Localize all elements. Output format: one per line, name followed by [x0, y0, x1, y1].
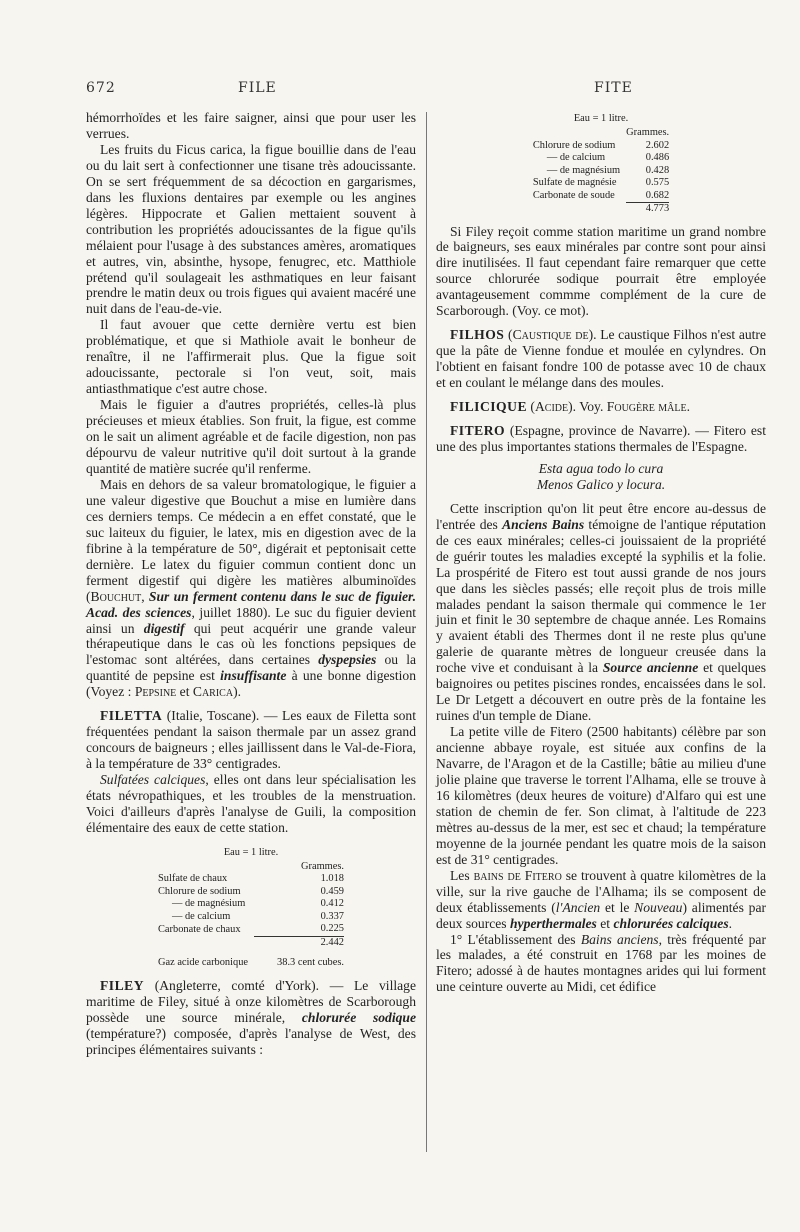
table-cell-name: — de calcium [546, 152, 606, 163]
text: Cette inscription qu'on lit peut être encore au-dessus de l'entrée des [436, 500, 766, 532]
text: (Angleterre, comté d'York). — Le village maritime de Filey, situé à onze kilomètres de Scarborough possède une source minérale, [86, 977, 416, 1025]
subtitle: Acide [534, 399, 569, 415]
left-column [86, 110, 416, 1058]
table-caption: Eau = 1 litre. [223, 846, 279, 858]
table-cell-name: Sulfate de magnésie [532, 177, 617, 188]
text: et quelques baignoires ou petites piscines rondes, encaissées dans le sol. Le Dr Letgett a découvert en outre près de la fontaine les ruines d'un temple de Diane. [436, 660, 766, 724]
spacer [86, 970, 416, 978]
text: et [176, 684, 193, 700]
table-cell-value: 0.412 [320, 898, 344, 910]
table-cell-value: 0.575 [645, 177, 670, 188]
text: (Espagne, province de Navarre). — Fitero est une des plus importantes stations thermales de l'Espagne. [436, 422, 766, 454]
text: ou la quantité de pepsine est [86, 652, 417, 684]
spacer [436, 415, 766, 423]
composition-table-filey [533, 127, 669, 216]
table-cell-name: — de calcium [172, 910, 231, 922]
spacer [436, 319, 766, 327]
table-cell-value: 0.459 [320, 885, 344, 897]
gas-label: Gaz acide carbonique [158, 957, 248, 969]
spacer [86, 700, 416, 708]
table-row [158, 898, 344, 911]
paragraph-inscription [436, 501, 766, 724]
entry-headword: FILHOS [450, 327, 505, 343]
table-row [158, 923, 344, 936]
unit-label: Grammes. [301, 860, 344, 872]
author-name: Bouchut [90, 588, 142, 604]
quote-line: Menos Galico y locura. [536, 476, 666, 492]
table-cell-name: Chlorure de sodium [158, 885, 241, 897]
inscription-quote [436, 461, 766, 493]
table-cell-value: 0.337 [320, 910, 344, 922]
text: et le [600, 899, 635, 915]
emphasis: insuffisante [220, 668, 287, 684]
table-row [158, 911, 344, 924]
table-cell-value: 0.682 [645, 189, 670, 201]
emphasis: l'Ancien [555, 899, 601, 915]
table-total-row [533, 203, 669, 216]
emphasis: Nouveau [634, 899, 683, 915]
quote-line: Esta agua todo lo cura [538, 460, 664, 476]
text: et [596, 915, 614, 931]
paragraph: Il faut avouer que cette dernière vertu est bien problématique, et que si Mathiole avait le bonheur de renaître, il ne l'affirmerait plus. Que la figue soit adoucissante, pectorale si l'on veut, soit, mais antiasthmatique c'est autre chose. [86, 317, 416, 397]
table-cell-value: 1.018 [320, 873, 344, 885]
table-caption: Eau = 1 litre. [573, 113, 629, 124]
entry-headword: FILEY [100, 977, 145, 993]
text: Mais en dehors de sa valeur bromatologique, le figuier a une valeur digestive que Bouchut a mise en lumière dans ces derniers temps. Ce médecin a en effet constaté, que le suc laiteux du figuier, le latex, mis en digestion avec de la fibrine à la température de 50°, digérait et peptonisait cette dernière. Le latex du figuier commun contient donc un ferment digestif qui digère les matières albuminoïdes ( [86, 476, 416, 604]
cross-reference: Fougère mâle [606, 399, 687, 415]
entry-filicique: FILICIQUE (Acide). Voy. Fougère mâle. [450, 399, 691, 415]
text: , elles ont dans leur spécialisation les états névropathiques, et les troubles de la menstruation. Voici d'ailleurs d'après l'analyse de Guili, la composition élémentaire des eaux de cette station. [86, 772, 417, 835]
composition-table-filetta [158, 861, 344, 970]
header-right-title: FITE [594, 80, 633, 96]
entry-filhos: FILHOS (Caustique de). Le caustique Filhos n'est autre que la pâte de Vienne fondue et moulée en cylyndres. On l'obtient en faisant fondre 100 de potasse avec 10 de chaux et en coulant le mélange dans des moules. [436, 327, 766, 391]
table-total: 4.773 [626, 203, 669, 216]
table-cell-value: 0.486 [645, 152, 670, 163]
table-row [158, 886, 344, 899]
table-cell-value: 2.602 [645, 139, 670, 151]
text: (Italie, Toscane). — Les eaux de Filetta sont fréquentées pendant la saison thermale par un assez grand concours de baigneurs ; elles jaillissent dans le Val-de-Fiora, à la température de 33° centigrades. [86, 708, 416, 772]
text: se trouvent à quatre kilomètres de la ville, sur la rive gauche de l'Alhama; ils se composent de deux établissements ( [436, 867, 767, 915]
table-row [533, 165, 669, 178]
text: à une bonne digestion (Voyez : [86, 668, 416, 700]
paragraph-bains [436, 868, 766, 932]
paragraph: hémorrhoïdes et les faire saigner, ainsi que pour user les verrues. [86, 110, 416, 141]
column-divider [426, 112, 427, 1152]
paragraph-ficus [86, 142, 416, 317]
text: , juillet 1880). Le suc du figuier devient ainsi un [86, 604, 417, 636]
text: témoigne de l'antique réputation de ces eaux minérales; celles-ci jouissaient de la propriété de guérir toutes les maladies excepté la syphilis et la folie. La prospérité de Fitero est tout aussi grande de nos jours que dans les siècles passés; elle reçoit plus de trois mille malades pendant la saison thermale qui commence le 1er juin et finit le 30 septembre de chaque année. Les Romains y avaient établi des Thermes dont il ne reste plus qu'une galerie de quarante mètres de longueur creusée dans la roche vive et conduisant à la [436, 516, 766, 676]
table-total: 2.442 [254, 936, 344, 949]
gas-value: 38.3 cent cubes. [277, 957, 344, 969]
emphasis: Source ancienne [602, 660, 699, 676]
table-row-gas [158, 949, 344, 970]
table-header-row [533, 127, 669, 140]
text: ). [233, 684, 242, 700]
emphasis: hyperthermales [510, 915, 597, 931]
table-cell-value: 0.428 [645, 164, 670, 176]
emphasis: Sulfatées calciques [100, 772, 206, 788]
paragraph [86, 772, 416, 836]
table-cell-value: 0.225 [320, 923, 344, 935]
entry-fitero [436, 423, 766, 455]
entry-filey [86, 978, 416, 1058]
table-cell-name: — de magnésium [546, 164, 621, 176]
emphasis: Anciens Bains [502, 516, 585, 532]
cross-reference: Pepsine [134, 684, 177, 700]
entry-headword: FILETTA [100, 708, 163, 724]
spacer [86, 836, 416, 844]
text: 1° L'établissement des [450, 931, 581, 947]
paragraph: La petite ville de Fitero (2500 habitants) célèbre par son ancienne abbaye royale, est située aux confins de la Navarre, de l'Aragon et de la Castille; bâtie au milieu d'une jolie plaine que traverse le torrent l'Alhama, elle se trouve à 16 kilomètres (deux heures de voiture) d'Alfaro qui est une station de chemin de fer. Son climat, à l'altitude de 223 mètres au-dessus de la mer, est sec et chaud; la température moyenne de la journée pendant les quatre mois de la saison est de 31° centigrades. [436, 724, 766, 867]
right-column [436, 110, 766, 995]
paragraph: Si Filey reçoit comme station maritime un grand nombre de baigneurs, ses eaux minérales par contre sont pour ainsi dire inutilisées. Il faut cependant faire remarquer que cette source chlorurée sodique pourrait être employée avantageusement commme complément de la cure de Scarborough. (Voy. ce mot). [436, 223, 766, 319]
header-left-title: FILE [238, 80, 277, 96]
emphasis: Bains anciens [580, 931, 659, 947]
table-header-row [158, 861, 344, 874]
table-row [533, 152, 669, 165]
text: , [141, 588, 149, 604]
spacer [436, 391, 766, 399]
table-total-row [158, 936, 344, 949]
entry-headword: FITERO [450, 422, 506, 438]
text: ) alimentés par deux sources [436, 899, 766, 931]
subtitle: Caustique de [512, 327, 589, 343]
running-header [0, 80, 800, 104]
paragraph: Mais le figuier a d'autres propriétés, celles-là plus précieuses et mieux établies. Son fruit, la figue, est comme on le sait un aliment agréable et de facile digestion, non pas dépourvu de valeur nutritive qu'il doit surtout à la grande quantité de matière sucrée qu'il renferme. [86, 397, 416, 476]
cross-reference: Carica [192, 684, 234, 700]
text: qui peut acquérir une grande valeur thérapeutique dans le cas où les fonctions pepsiques de l'estomac sont altérées, dans certaines [86, 620, 416, 668]
text: Voy. [576, 399, 607, 415]
table-row [533, 140, 669, 153]
paragraph-anciens [436, 932, 766, 996]
table-cell-name: — de magnésium [172, 898, 246, 910]
entry-headword: FILICIQUE [450, 399, 528, 415]
text: Les fruits du Ficus carica, la figue bouillie dans de l'eau ou du lait sert à confectionner une tisane très adoucissante. On se sert fréquemment de sa décoction en gargarismes, dans les fluxions dentaires par exemple ou les angines légères. Hippocrate et Galien mettaient souvent à contribution les propriétés adoucissantes de la figue qu'ils mélaient pour l'usage à des substances amères, aromatiques et autres, vin, absinthe, hysope, fenugrec, etc. Matthiole prétend qu'il soulageait les asthmatiques en leur faisant prendre le matin deux ou trois figues qui avaient macéré une nuit dans de l'eau-de-vie. [86, 141, 416, 317]
table-row [158, 873, 344, 886]
emphasis: digestif [143, 620, 185, 636]
small-caps: bains de Fitero [473, 867, 562, 883]
emphasis: dyspepsies [318, 652, 377, 668]
paragraph-bouchut [86, 477, 416, 700]
text: Le caustique Filhos n'est autre que la pâte de Vienne fondue et moulée en cylyndres. On l'obtient en faisant fondre 100 de potasse avec 10 de chaux et en coulant le mélange dans des moules. [436, 327, 766, 391]
page-number: 672 [86, 80, 116, 96]
table-cell-name: Carbonate de soude [532, 189, 615, 201]
table-row [533, 190, 669, 203]
text: , très fréquenté par les malades, a été construit en 1768 par les moines de Fitero; adossé à de hautes montagnes arides qui lui forment une ceinture ouverte au Midi, cet édifice [436, 931, 766, 995]
reference-title: Sur un ferment contenu dans le suc de figuier. Acad. des sciences [86, 588, 416, 620]
table-cell-name: Carbonate de chaux [158, 923, 241, 935]
unit-label: Grammes. [626, 127, 670, 138]
table-row [533, 177, 669, 190]
table-cell-name: Chlorure de sodium [532, 139, 616, 151]
spacer [436, 216, 766, 224]
text: Les [450, 867, 474, 883]
text: (température?) composée, d'après l'analyse de West, des principes élémentaires suivants : [86, 1025, 416, 1057]
emphasis: chlorurées calciques [613, 915, 729, 931]
entry-filetta [86, 708, 416, 772]
text: . [728, 915, 733, 931]
table-cell-name: Sulfate de chaux [158, 873, 228, 885]
emphasis: chlorurée sodique [301, 1009, 416, 1025]
